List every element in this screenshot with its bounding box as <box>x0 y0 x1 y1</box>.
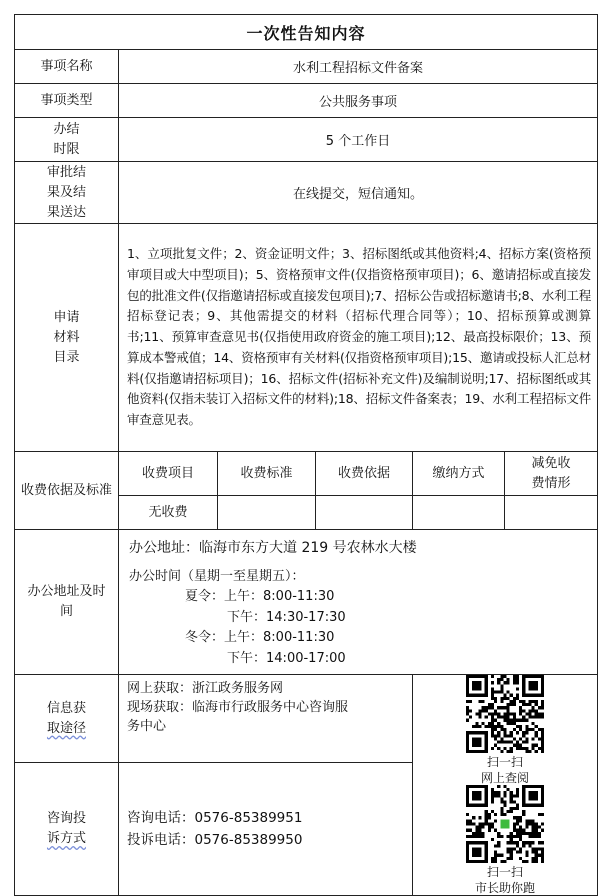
info-onsite-line-2: 务中心 <box>127 719 167 734</box>
fee-basis-value <box>316 496 413 530</box>
qr-code-online-query[interactable] <box>466 675 544 753</box>
item-name-label: 事项名称 <box>15 50 119 84</box>
period-label-line-2: 时限 <box>53 141 80 157</box>
office-info <box>119 530 598 675</box>
delivery-label-line-1: 审批结 <box>46 164 86 180</box>
materials-label-line-3: 目录 <box>53 349 80 365</box>
qr-code-area <box>413 675 598 896</box>
winter-label: 冬令： <box>185 630 225 645</box>
summer-pm-label: 下午： <box>227 609 267 625</box>
fee-reduction-header <box>505 452 598 496</box>
info-onsite-line-1: 现场获取：临海市行政服务中心咨询服 <box>127 700 349 715</box>
fee-basis-header: 收费依据 <box>316 452 413 496</box>
complaint-phone: 投诉电话：0576-85389950 <box>127 832 303 849</box>
summer-am-label: 上午： <box>224 589 264 604</box>
contact-label-line-1: 咨询投 <box>46 811 86 827</box>
summer-pm-row <box>129 608 597 629</box>
qr-left <box>457 675 553 785</box>
period-label-line-1: 办结 <box>53 121 80 137</box>
office-label-line-2: 间 <box>59 604 73 619</box>
winter-am-row <box>129 628 597 649</box>
office-hours-title: 办公时间（星期一至星期五）： <box>129 568 305 584</box>
winter-pm-label: 下午： <box>227 650 267 666</box>
contact-label <box>15 763 119 896</box>
summer-pm-time: 14:30-17:30 <box>266 609 346 625</box>
materials-label-line-2: 材料 <box>53 329 80 345</box>
summer-am-time: 8:00-11:30 <box>263 589 335 604</box>
delivery-label-line-2: 果及结 <box>46 184 86 200</box>
contact-text <box>119 763 413 896</box>
materials-list: 1、立项批复文件；2、资金证明文件；3、招标图纸或其他资料;4、招标方案(资格预审项目或大中型项目)；5、资格预审文件(仅指资格预审项目)；6、邀请招标或直接发包的批准文件(仅指邀请招标或直接发包项目);7、招标公告或招标邀请书;8、水利工程招标登记表；9、其他需提交的材料（招标代理合同等）；10、招标预算或测算书;11、预算审查意见书(仅指使用政府资金的施工项目);12、最高投标限价；13、预算成本警戒值；14、资格预审有关材料(仅指资格预审项目);15、邀请或投标人汇总材料(仅指邀请招标项目)；16、招标文件(招标补充文件)及编制说明;17、招标图纸或其他资料(仅指未装订入招标文件的材料);18、招标文件备案表；19、水利工程招标文件审查意见表。 <box>119 224 598 452</box>
fee-method-value <box>413 496 505 530</box>
fee-reduction-value <box>505 496 598 530</box>
info-label-line-1: 信息获 <box>46 700 86 716</box>
consult-phone: 咨询电话：0576-85389951 <box>127 810 303 827</box>
info-online: 网上获取：浙江政务服务网 <box>127 681 284 696</box>
fee-method-header: 缴纳方式 <box>413 452 505 496</box>
item-type-label: 事项类型 <box>15 84 119 118</box>
qr-left-caption-1: 扫一扫 <box>486 755 523 769</box>
winter-am-time: 8:00-11:30 <box>263 630 335 645</box>
office-address: 办公地址：临海市东方大道 219 号农林水大楼 <box>129 540 417 556</box>
period-label <box>15 118 119 162</box>
qr-code-mayor-helper[interactable] <box>466 785 544 863</box>
office-label-line-1: 办公地址及时 <box>27 584 106 599</box>
info-label-line-2: 取途径 <box>46 720 86 736</box>
materials-label-line-1: 申请 <box>53 309 80 325</box>
period-value: 5 个工作日 <box>119 118 598 162</box>
fee-standard-header: 收费标准 <box>218 452 316 496</box>
qr-right-caption-2: 市长助你跑 <box>474 881 535 895</box>
winter-am-label: 上午： <box>224 630 264 645</box>
info-text <box>119 675 413 763</box>
item-type-value: 公共服务事项 <box>119 84 598 118</box>
office-label <box>15 530 119 675</box>
item-name-value: 水利工程招标文件备案 <box>119 50 598 84</box>
qr-left-caption-2: 网上查阅 <box>480 771 529 785</box>
contact-label-line-2: 诉方式 <box>46 831 86 847</box>
delivery-label <box>15 162 119 224</box>
qr-right <box>457 785 553 895</box>
info-label <box>15 675 119 763</box>
winter-pm-row <box>129 649 597 670</box>
materials-label <box>15 224 119 452</box>
summer-label: 夏令： <box>185 589 225 604</box>
delivery-value: 在线提交，短信通知。 <box>119 162 598 224</box>
page-title: 一次性告知内容 <box>15 15 598 50</box>
fee-item-header: 收费项目 <box>119 452 218 496</box>
delivery-label-line-3: 果送达 <box>46 204 86 220</box>
summer-am-row <box>129 587 597 608</box>
fees-label: 收费依据及标准 <box>15 452 119 530</box>
fee-item-value: 无收费 <box>119 496 218 530</box>
notice-table <box>14 14 598 896</box>
fee-reduction-header-line-2: 费情形 <box>531 475 571 491</box>
qr-right-caption-1: 扫一扫 <box>486 865 523 879</box>
winter-pm-time: 14:00-17:00 <box>266 650 346 666</box>
fee-standard-value <box>218 496 316 530</box>
fee-reduction-header-line-1: 减免收 <box>531 455 571 471</box>
